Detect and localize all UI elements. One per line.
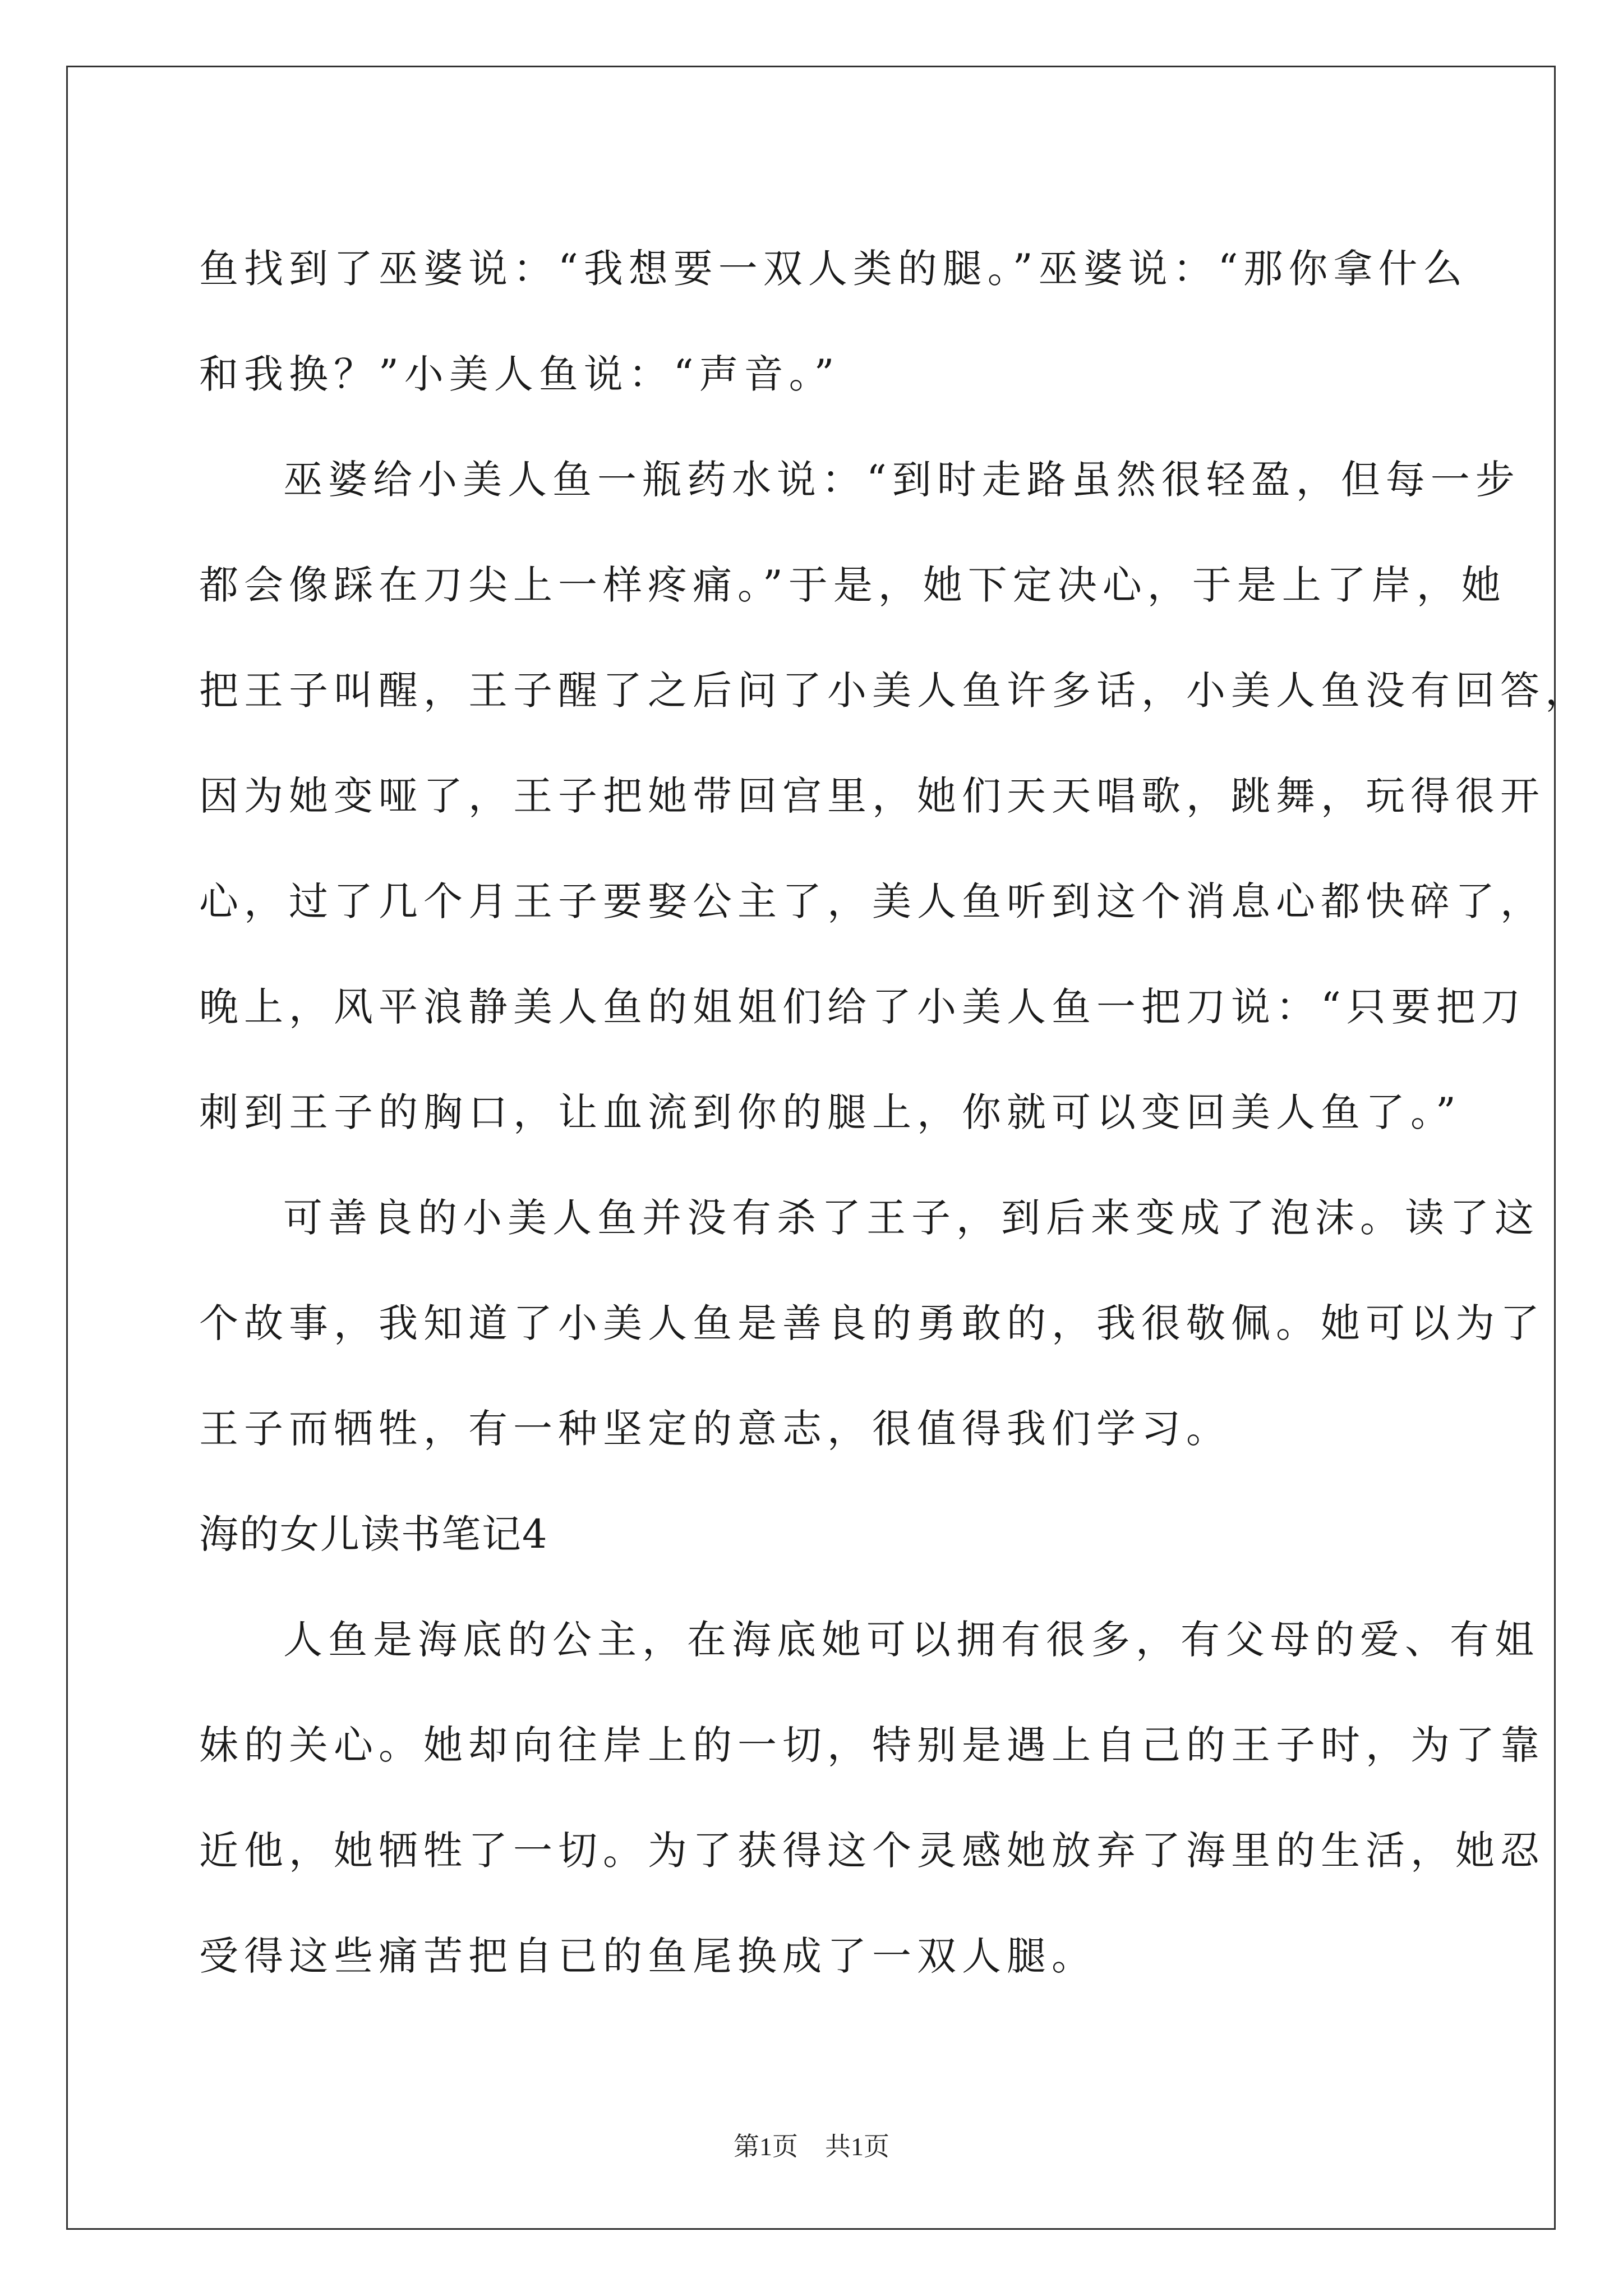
page-total: 共1页 [825,2132,889,2161]
text-line: 把王子叫醒，王子醒了之后问了小美人鱼许多话，小美人鱼没有回答， [199,668,1590,714]
text-line: 和我换？”小美人鱼说：“声音。” [199,351,840,397]
text-line: 心，过了几个月王子要娶公主了，美人鱼听到这个消息心都快碎了， [199,878,1545,924]
text-line: 晚上，风平浪静美人鱼的姐姐们给了小美人鱼一把刀说：“只要把刀 [199,984,1526,1030]
text-line: 因为她变哑了，王子把她带回宫里，她们天天唱歌，跳舞，玩得很开 [199,773,1545,819]
text-line: 巫婆给小美人鱼一瓶药水说：“到时走路虽然很轻盈，但每一步 [283,457,1520,503]
text-line: 个故事，我知道了小美人鱼是善良的勇敢的，我很敬佩。她可以为了 [199,1300,1545,1346]
page-number: 第1页 [734,2132,798,2161]
text-line: 王子而牺牲，有一种坚定的意志，很值得我们学习。 [199,1406,1231,1452]
text-line: 近他，她牺牲了一切。为了获得这个灵感她放弃了海里的生活，她忍 [199,1828,1545,1874]
text-line: 鱼找到了巫婆说：“我想要一双人类的腿。”巫婆说：“那你拿什么 [199,246,1468,292]
text-line: 可善良的小美人鱼并没有杀了王子，到后来变成了泡沫。读了这 [283,1195,1539,1241]
text-line: 都会像踩在刀尖上一样疼痛。”于是，她下定决心，于是上了岸，她 [199,562,1506,608]
document-body [199,216,1590,2009]
text-line: 受得这些痛苦把自已的鱼尾换成了一双人腿。 [199,1933,1096,1979]
page-footer [0,2126,1623,2163]
text-line: 刺到王子的胸口，让血流到你的腿上，你就可以变回美人鱼了。” [199,1089,1461,1135]
section-heading: 海的女儿读书笔记4 [199,1511,548,1557]
text-line: 妹的关心。她却向往岸上的一切，特别是遇上自己的王子时，为了靠 [199,1722,1545,1768]
text-line: 人鱼是海底的公主，在海底她可以拥有很多，有父母的爱、有姐 [283,1617,1539,1663]
